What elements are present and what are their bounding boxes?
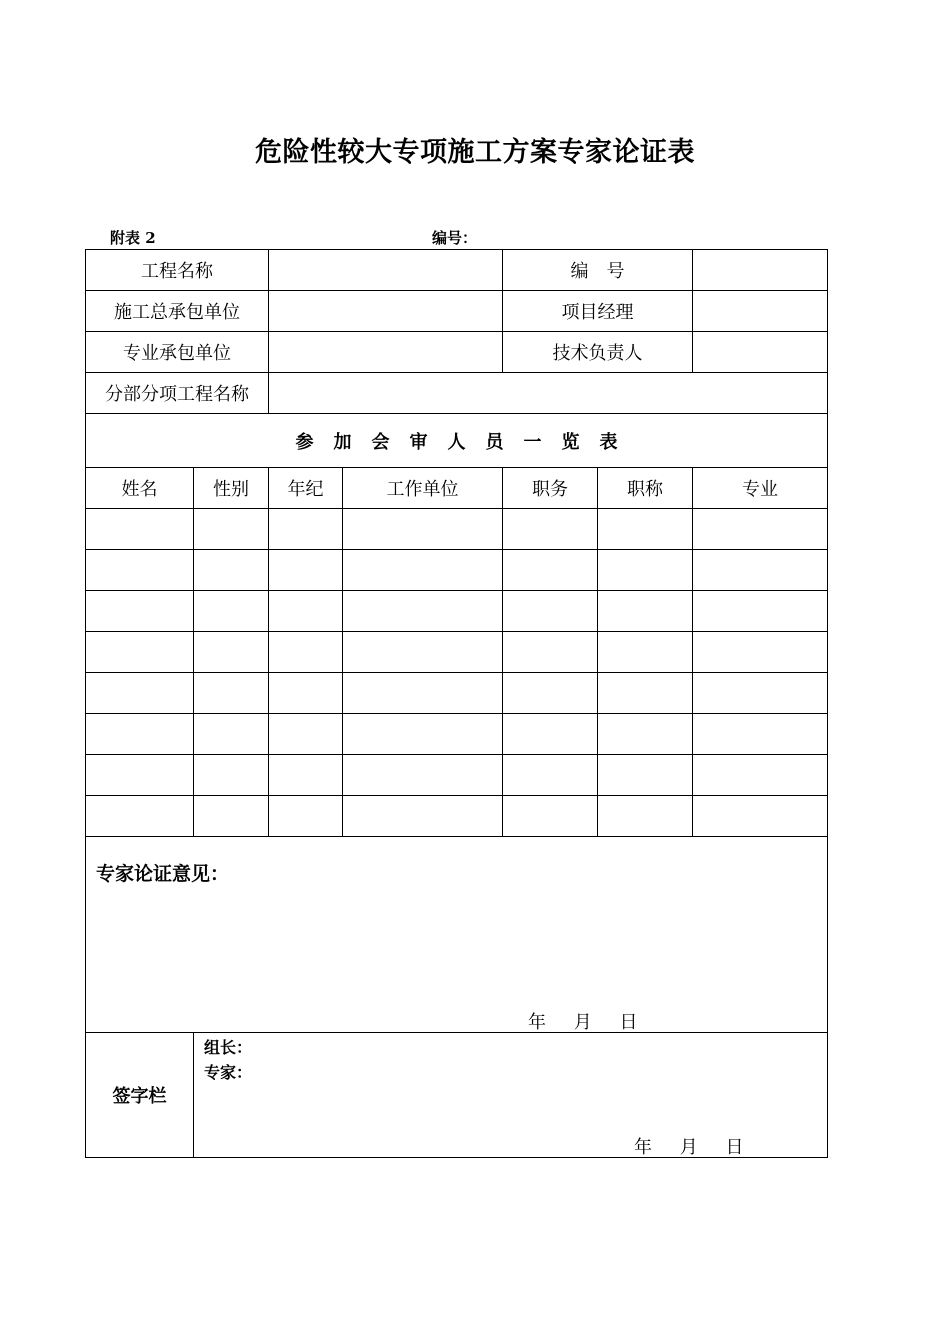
signature-field[interactable] — [194, 1033, 828, 1158]
participants-body — [86, 509, 828, 837]
participant-cell[interactable] — [194, 714, 269, 755]
participant-cell[interactable] — [693, 796, 828, 837]
participant-row — [86, 755, 828, 796]
participant-cell[interactable] — [598, 509, 693, 550]
participant-cell[interactable] — [343, 755, 503, 796]
general-contractor-label: 施工总承包单位 — [86, 291, 269, 332]
serial-no-label: 编 号 — [503, 250, 693, 291]
column-header: 职称 — [598, 468, 693, 509]
leader-label: 组长： — [204, 1038, 253, 1057]
signature-row — [86, 1033, 828, 1158]
participant-cell[interactable] — [343, 550, 503, 591]
signature-label: 签字栏 — [86, 1033, 194, 1158]
participant-cell[interactable] — [343, 796, 503, 837]
participant-cell[interactable] — [693, 550, 828, 591]
sub-project-name-field[interactable] — [269, 373, 828, 414]
participant-cell[interactable] — [86, 591, 194, 632]
sub-project-name-label: 分部分项工程名称 — [86, 373, 269, 414]
participant-row — [86, 550, 828, 591]
participant-cell[interactable] — [503, 673, 598, 714]
participant-row — [86, 632, 828, 673]
opinion-label: 专家论证意见： — [96, 863, 230, 885]
participant-cell[interactable] — [86, 796, 194, 837]
column-header: 专业 — [693, 468, 828, 509]
expert-label: 专家： — [204, 1063, 253, 1082]
participant-cell[interactable] — [269, 755, 343, 796]
participant-cell[interactable] — [86, 673, 194, 714]
participant-cell[interactable] — [269, 796, 343, 837]
participant-cell[interactable] — [693, 632, 828, 673]
participant-cell[interactable] — [343, 673, 503, 714]
participant-cell[interactable] — [269, 673, 343, 714]
participant-cell[interactable] — [503, 591, 598, 632]
participant-cell[interactable] — [343, 591, 503, 632]
participant-cell[interactable] — [598, 755, 693, 796]
participant-cell[interactable] — [598, 632, 693, 673]
participant-cell[interactable] — [194, 591, 269, 632]
participant-cell[interactable] — [693, 673, 828, 714]
project-name-label: 工程名称 — [86, 250, 269, 291]
participant-row — [86, 509, 828, 550]
participant-cell[interactable] — [194, 673, 269, 714]
project-manager-label: 项目经理 — [503, 291, 693, 332]
participant-cell[interactable] — [693, 509, 828, 550]
participant-cell[interactable] — [86, 714, 194, 755]
participants-heading-row — [86, 414, 828, 468]
participant-cell[interactable] — [269, 632, 343, 673]
participant-cell[interactable] — [693, 755, 828, 796]
participant-cell[interactable] — [343, 509, 503, 550]
participant-cell[interactable] — [503, 796, 598, 837]
participant-cell[interactable] — [503, 714, 598, 755]
column-header: 工作单位 — [343, 468, 503, 509]
signature-date: 年 月 日 — [634, 1137, 744, 1158]
info-row-contractor — [86, 291, 828, 332]
participant-cell[interactable] — [269, 509, 343, 550]
participant-cell[interactable] — [194, 796, 269, 837]
info-row-specialty — [86, 332, 828, 373]
participants-heading: 参加会审人员一览表 — [86, 414, 828, 468]
technical-lead-label: 技术负责人 — [503, 332, 693, 373]
technical-lead-field[interactable] — [693, 332, 828, 373]
participant-cell[interactable] — [598, 714, 693, 755]
info-row-project — [86, 250, 828, 291]
participant-cell[interactable] — [194, 632, 269, 673]
project-name-field[interactable] — [269, 250, 503, 291]
participant-cell[interactable] — [343, 632, 503, 673]
participant-cell[interactable] — [86, 632, 194, 673]
participant-row — [86, 673, 828, 714]
participant-cell[interactable] — [503, 509, 598, 550]
participants-header-row — [86, 468, 828, 509]
review-form-table — [85, 249, 828, 1158]
specialty-contractor-field[interactable] — [269, 332, 503, 373]
participant-cell[interactable] — [269, 714, 343, 755]
participant-cell[interactable] — [598, 796, 693, 837]
participant-cell[interactable] — [86, 755, 194, 796]
column-header: 年纪 — [269, 468, 343, 509]
general-contractor-field[interactable] — [269, 291, 503, 332]
opinion-row — [86, 837, 828, 1033]
number-label: 编号： — [432, 229, 478, 247]
opinion-field[interactable] — [86, 837, 828, 1033]
participant-cell[interactable] — [194, 509, 269, 550]
participant-cell[interactable] — [269, 550, 343, 591]
opinion-date: 年 月 日 — [528, 1012, 638, 1033]
participant-row — [86, 796, 828, 837]
participant-cell[interactable] — [598, 550, 693, 591]
participant-cell[interactable] — [194, 755, 269, 796]
participant-cell[interactable] — [86, 550, 194, 591]
participant-cell[interactable] — [598, 591, 693, 632]
specialty-contractor-label: 专业承包单位 — [86, 332, 269, 373]
participant-cell[interactable] — [86, 509, 194, 550]
column-header: 性别 — [194, 468, 269, 509]
info-row-subproject — [86, 373, 828, 414]
participant-cell[interactable] — [503, 632, 598, 673]
participant-row — [86, 591, 828, 632]
project-manager-field[interactable] — [693, 291, 828, 332]
participant-cell[interactable] — [503, 550, 598, 591]
participant-cell[interactable] — [343, 714, 503, 755]
participant-cell[interactable] — [693, 591, 828, 632]
participant-row — [86, 714, 828, 755]
participant-cell[interactable] — [194, 550, 269, 591]
serial-no-field[interactable] — [693, 250, 828, 291]
column-header: 职务 — [503, 468, 598, 509]
participant-cell[interactable] — [693, 714, 828, 755]
column-header: 姓名 — [86, 468, 194, 509]
attachment-label: 附表 2 — [110, 229, 156, 247]
form-title: 危险性较大专项施工方案专家论证表 — [255, 137, 695, 168]
participant-cell[interactable] — [598, 673, 693, 714]
participant-cell[interactable] — [269, 591, 343, 632]
participant-cell[interactable] — [503, 755, 598, 796]
